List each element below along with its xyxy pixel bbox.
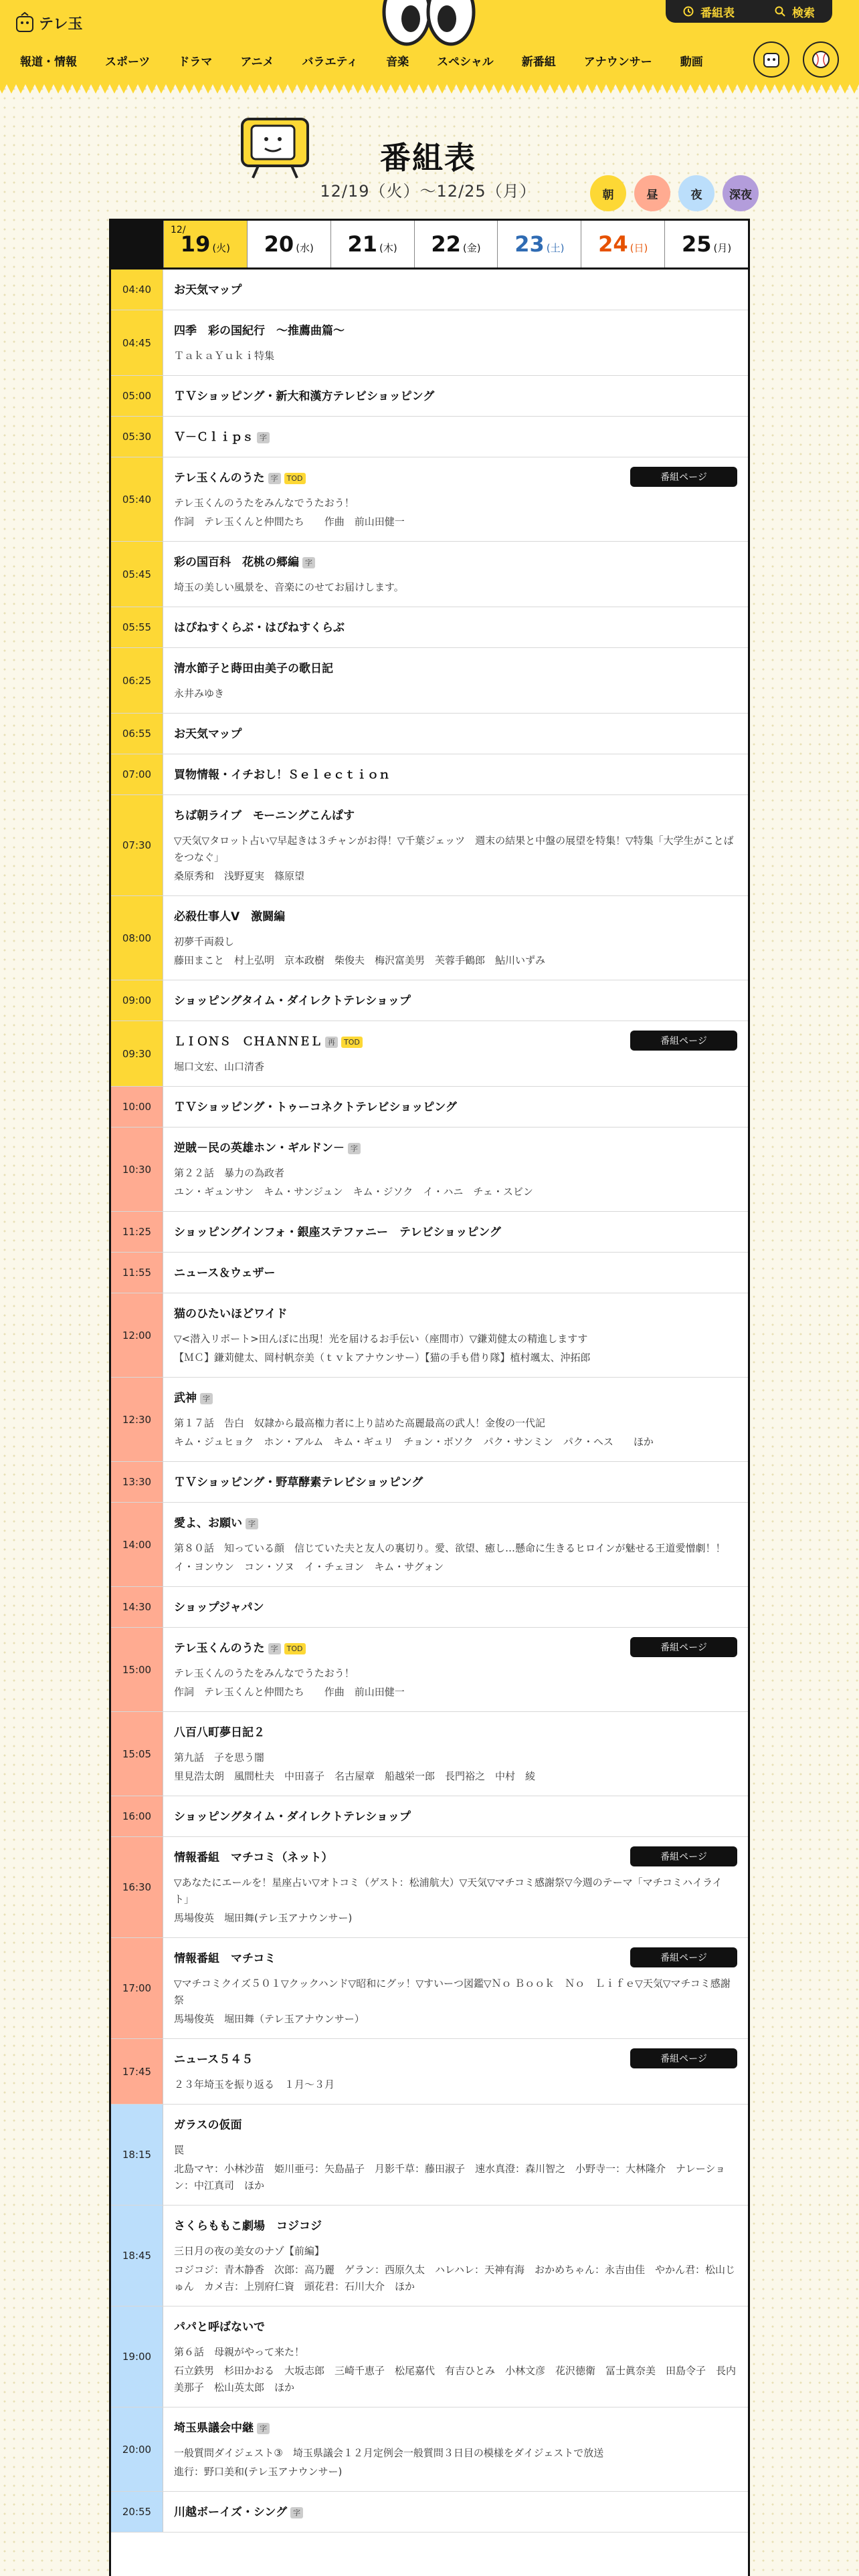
program-row[interactable] [111, 607, 748, 648]
program-badge: 字 [246, 1518, 258, 1529]
program-info [163, 2206, 748, 2306]
day-tab[interactable] [330, 221, 414, 267]
schedule-button[interactable] [683, 3, 735, 20]
day-number: 24 [598, 231, 628, 257]
period-button[interactable]: 深夜 [723, 175, 759, 211]
program-detail: 里見浩太朗 風間杜夫 中田喜子 名古屋章 船越栄一郎 長門裕之 中村 綾 [174, 1770, 536, 1782]
time-cell: 14:30 [111, 1587, 163, 1627]
day-header-corner [111, 221, 163, 267]
program-row[interactable] [111, 1938, 748, 2039]
program-detail: ▽天気▽タロット占い▽早起きは３チャンがお得！▽千葉ジェッツ 週末の結果と中盤の展望を特集！▽特集「大学生がことばをつなぐ」 [174, 835, 734, 863]
search-button[interactable] [775, 3, 815, 20]
clock-icon [683, 6, 694, 17]
nav-item[interactable]: 動画 [680, 56, 703, 69]
day-number: 22 [431, 231, 461, 257]
nav-item[interactable]: アナウンサー [583, 56, 652, 69]
program-row[interactable] [111, 457, 748, 542]
program-title-text: 情報番組 マチコミ [174, 1952, 276, 1965]
program-title-text: 情報番組 マチコミ（ネット） [174, 1851, 333, 1864]
program-title[interactable] [174, 2117, 737, 2134]
program-badge: 字 [290, 2507, 303, 2518]
program-info [163, 1021, 748, 1086]
program-row[interactable] [111, 980, 748, 1021]
program-title-text: 彩の国百科 花桃の郷編 [174, 556, 299, 569]
program-title[interactable] [174, 2420, 737, 2437]
time-cell: 16:00 [111, 1796, 163, 1836]
program-info [163, 1587, 748, 1627]
program-title-text: はぴねすくらぶ・はぴねすくらぶ [174, 621, 345, 635]
program-detail: ▽マチコミクイズ５０１▽クックハンド▽昭和にグッ！▽すいーつ図鑑▽Ｎｏ Ｂｏｏｋ Ｎｏ Ｌｉｆｅ▽天気▽マチコミ感謝祭 [174, 1977, 731, 2006]
program-title-text: 川越ボーイズ・シング [174, 2506, 288, 2519]
program-badge: 字 [302, 557, 315, 568]
program-badge: TOD [284, 473, 306, 484]
header-zigzag [0, 80, 859, 99]
time-cell: 10:30 [111, 1128, 163, 1211]
mascot-eyes-icon [379, 0, 479, 47]
program-detail: 一般質問ダイジェスト③ 埼玉県議会１２月定例会一般質問３日目の模様をダイジェストで放送 [174, 2447, 604, 2459]
nav-item[interactable]: アニメ [240, 56, 274, 69]
program-detail: 藤田まこと 村上弘明 京本政樹 柴俊夫 梅沢富美男 芙蓉手鶴郎 鮎川いずみ [174, 954, 546, 966]
program-info [163, 310, 748, 375]
program-row[interactable] [111, 310, 748, 376]
program-row[interactable] [111, 2105, 748, 2206]
program-title[interactable] [174, 1305, 737, 1323]
program-title[interactable] [174, 1099, 737, 1116]
program-info [163, 1212, 748, 1252]
time-cell: 09:00 [111, 980, 163, 1021]
program-row[interactable] [111, 1503, 748, 1587]
period-buttons [590, 175, 759, 211]
program-title[interactable] [174, 388, 737, 405]
baseball-link-icon[interactable] [803, 41, 839, 78]
program-detail: 桑原秀和 浅野夏実 篠原望 [174, 870, 305, 882]
program-title[interactable] [174, 554, 737, 571]
program-detail: 第２２話 暴力の為政者 [174, 1167, 285, 1179]
program-detail: イ・ヨンウン コン・ソヌ イ・チェヨン キム・サグォン [174, 1561, 444, 1573]
program-row[interactable] [111, 714, 748, 754]
time-cell: 20:55 [111, 2492, 163, 2532]
time-cell: 08:00 [111, 896, 163, 980]
program-row[interactable] [111, 542, 748, 607]
program-row[interactable] [111, 1253, 748, 1293]
program-title[interactable] [174, 1515, 737, 1532]
time-cell: 04:40 [111, 270, 163, 310]
program-info [163, 1796, 748, 1836]
program-detail: 馬場俊英 堀田舞（テレ玉アナウンサー） [174, 2013, 365, 2025]
program-title-text: ニュース５４５ [174, 2053, 254, 2066]
time-cell: 13:30 [111, 1462, 163, 1502]
program-info [163, 980, 748, 1021]
program-badge: 字 [257, 432, 270, 443]
time-cell: 05:00 [111, 376, 163, 416]
program-title-text: 武神 [174, 1392, 197, 1405]
program-page-button[interactable]: 番組ページ [630, 1031, 737, 1051]
program-info [163, 417, 748, 457]
tereta-mascot-icon [15, 11, 35, 34]
program-info [163, 270, 748, 310]
nav-item[interactable]: 報道・情報 [20, 56, 77, 69]
program-title[interactable] [174, 726, 737, 743]
day-tab[interactable] [581, 221, 664, 267]
day-tab[interactable] [497, 221, 581, 267]
program-badge: 字 [257, 2423, 270, 2434]
program-title-text: 八百八町夢日記２ [174, 1726, 265, 1739]
program-info [163, 2105, 748, 2205]
program-title[interactable] [174, 2319, 737, 2336]
program-title-text: ショッピングタイム・ダイレクトテレショップ [174, 1810, 411, 1824]
program-badge: TOD [341, 1037, 363, 1048]
program-title[interactable] [174, 1265, 737, 1282]
program-info [163, 896, 748, 980]
time-cell: 10:00 [111, 1087, 163, 1127]
program-detail: 罠 [174, 2144, 185, 2156]
program-info [163, 542, 748, 607]
program-title-text: ショッピングタイム・ダイレクトテレショップ [174, 994, 411, 1008]
time-cell: 11:25 [111, 1212, 163, 1252]
program-title-text: Ｖ－Ｃｌｉｐｓ [174, 431, 254, 444]
program-row[interactable] [111, 2492, 748, 2533]
program-row[interactable] [111, 1293, 748, 1378]
program-detail: 馬場俊英 堀田舞(テレ玉アナウンサー) [174, 1912, 353, 1924]
program-info [163, 648, 748, 713]
time-cell: 05:45 [111, 542, 163, 607]
time-cell: 15:05 [111, 1712, 163, 1796]
program-detail: 第６話 母親がやって来た！ [174, 2346, 305, 2358]
program-title-text: 埼玉県議会中継 [174, 2422, 254, 2435]
program-title-text: お天気マップ [174, 728, 242, 741]
program-row[interactable] [111, 754, 748, 795]
time-cell: 12:00 [111, 1293, 163, 1377]
time-cell: 12:30 [111, 1378, 163, 1461]
program-info [163, 1628, 748, 1711]
time-cell: 05:55 [111, 607, 163, 647]
time-cell: 17:45 [111, 2039, 163, 2104]
program-detail: キム・ジュヒョク ホン・アルム キム・ギュリ チョン・ボソク パク・サンミン パク・ヘス ほか [174, 1436, 654, 1448]
day-header [111, 221, 748, 270]
period-button[interactable]: 朝 [590, 175, 626, 211]
program-row[interactable] [111, 376, 748, 417]
program-row[interactable] [111, 1128, 748, 1212]
program-title-text: ＬＩＯＮＳ ＣＨＡＮＮＥＬ [174, 1035, 322, 1049]
time-cell: 07:30 [111, 795, 163, 895]
day-weekday: (日) [630, 241, 648, 254]
day-tab[interactable] [163, 221, 247, 267]
time-cell: 11:55 [111, 1253, 163, 1293]
tv-icon [238, 114, 312, 181]
program-row[interactable] [111, 2407, 748, 2492]
program-row[interactable] [111, 2039, 748, 2105]
program-detail: 永井みゆき [174, 687, 225, 700]
program-row[interactable] [111, 896, 748, 980]
program-row[interactable] [111, 417, 748, 457]
day-weekday: (月) [713, 241, 732, 254]
schedule-table [109, 219, 750, 2576]
program-title-text: 四季 彩の国紀行 ～推薦曲篇～ [174, 324, 345, 338]
day-number: 25 [681, 231, 712, 257]
program-detail: ２３年埼玉を振り返る １月～３月 [174, 2078, 335, 2090]
program-title-text: 清水節子と蒔田由美子の歌日記 [174, 662, 333, 675]
program-title[interactable] [174, 1808, 737, 1826]
program-detail: 作詞 テレ玉くんと仲間たち 作曲 前山田健一 [174, 516, 405, 528]
program-title[interactable] [174, 1474, 737, 1491]
nav-item[interactable]: スポーツ [105, 56, 151, 69]
program-row[interactable] [111, 1837, 748, 1938]
program-title[interactable] [174, 1390, 737, 1407]
nav-item[interactable]: スペシャル [437, 56, 494, 69]
day-number: 19 [180, 231, 211, 257]
time-cell: 07:00 [111, 754, 163, 794]
mascot-link-icon[interactable] [753, 41, 789, 78]
program-info [163, 795, 748, 895]
program-title-text: ショップジャパン [174, 1601, 264, 1614]
program-info [163, 714, 748, 754]
program-row[interactable] [111, 270, 748, 310]
program-info [163, 1462, 748, 1502]
day-number: 21 [347, 231, 378, 257]
time-cell: 19:00 [111, 2306, 163, 2407]
program-title[interactable] [174, 2504, 737, 2521]
program-detail: ▽あなたにエールを！星座占い▽オトコミ（ゲスト：松浦航大）▽天気▽マチコミ感謝祭▽今週のテーマ「マチコミハイライト」 [174, 1876, 723, 1905]
program-detail: ＴａｋａＹｕｋｉ特集 [174, 350, 275, 362]
program-detail: コジコジ：青木静香 次郎：高乃麗 ゲラン：西原久太 ハレハレ：天神有海 おかめちゃん：永吉由佳 やかん君：松山じゅん カメ吉：上別府仁資 頭花君：石川大介 ほか [174, 2264, 735, 2292]
time-cell: 09:30 [111, 1021, 163, 1086]
program-row[interactable] [111, 2206, 748, 2306]
program-page-button[interactable]: 番組ページ [630, 467, 737, 487]
program-detail: 第１７話 告白 奴隷から最高権力者に上り詰めた高麗最高の武人！金俊の一代記 [174, 1417, 546, 1429]
program-title[interactable] [174, 992, 737, 1010]
program-row[interactable] [111, 1212, 748, 1253]
program-title-text: 猫のひたいほどワイド [174, 1307, 288, 1321]
program-detail: 北島マヤ：小林沙苗 姫川亜弓：矢島晶子 月影千草：藤田淑子 速水真澄：森川智之 小野寺一：大林隆介 ナレーション：中江真司 ほか [174, 2163, 726, 2191]
day-weekday: (金) [462, 241, 481, 254]
program-title-text: ニュース＆ウェザー [174, 1267, 276, 1280]
nav-item[interactable]: ドラマ [178, 56, 213, 69]
program-info [163, 1837, 748, 1937]
program-row[interactable] [111, 1712, 748, 1796]
program-title-text: 買物情報・イチおし！Ｓｅｌｅｃｔｉｏｎ [174, 768, 390, 782]
program-detail: 進行：野口美和(テレ玉アナウンサー) [174, 2466, 343, 2478]
program-detail: 石立鉄男 杉田かおる 大坂志郎 三崎千恵子 松尾嘉代 有吉ひとみ 小林文彦 花沢徳衛 冨士眞奈美 田島令子 長内美那子 松山英太郎 ほか [174, 2365, 737, 2393]
program-info [163, 1293, 748, 1377]
program-page-button[interactable]: 番組ページ [630, 2048, 737, 2068]
day-number: 20 [264, 231, 294, 257]
program-row[interactable] [111, 1628, 748, 1712]
program-info [163, 2407, 748, 2491]
program-title-text: ＴＶショッピング・野草酵素テレビショッピング [174, 1476, 423, 1489]
program-title[interactable] [174, 660, 737, 677]
program-row[interactable] [111, 1796, 748, 1837]
program-page-button[interactable]: 番組ページ [630, 1947, 737, 1967]
program-info [163, 2039, 748, 2104]
program-title[interactable] [174, 619, 737, 637]
program-page-button[interactable]: 番組ページ [630, 1846, 737, 1866]
program-page-button[interactable]: 番組ページ [630, 1637, 737, 1657]
time-cell: 16:30 [111, 1837, 163, 1937]
program-title[interactable] [174, 1140, 737, 1157]
program-row[interactable] [111, 648, 748, 714]
program-title-text: パパと呼ばないで [174, 2321, 265, 2334]
search-button-label: 検索 [792, 6, 815, 20]
program-badge: 字 [348, 1143, 361, 1154]
program-detail: 三日月の夜の美女のナゾ【前編】 [174, 2245, 324, 2257]
nav-item[interactable]: 新番組 [521, 56, 556, 69]
nav-item[interactable]: 音楽 [386, 56, 409, 69]
program-title[interactable] [174, 429, 737, 446]
program-title-text: さくらももこ劇場 コジコジ [174, 2220, 322, 2233]
nav-item[interactable]: バラエティ [302, 56, 359, 69]
program-badge: 再 [325, 1037, 338, 1048]
day-tab[interactable] [414, 221, 498, 267]
program-row[interactable] [111, 1587, 748, 1628]
program-title[interactable] [174, 2218, 737, 2235]
program-row[interactable] [111, 2306, 748, 2407]
program-title[interactable] [174, 322, 737, 340]
program-title-text: ガラスの仮面 [174, 2119, 242, 2132]
program-info [163, 607, 748, 647]
day-weekday: (水) [296, 241, 314, 254]
program-row[interactable] [111, 795, 748, 896]
program-info [163, 2306, 748, 2407]
day-tab[interactable] [247, 221, 330, 267]
program-title-text: 愛よ、お願い [174, 1517, 242, 1530]
program-title[interactable] [174, 1599, 737, 1616]
top-buttons [666, 0, 832, 23]
nav-icon-group [753, 41, 839, 78]
time-cell: 14:00 [111, 1503, 163, 1586]
program-badge: 字 [268, 1643, 281, 1654]
program-title-text: ＴＶショッピング・新大和漢方テレビショッピング [174, 390, 435, 403]
program-title-text: 必殺仕事人Ⅴ 激闘編 [174, 910, 286, 924]
program-detail: ユン・ギュンサン キム・サンジュン キム・ジソク イ・ハニ チェ・スビン [174, 1186, 533, 1198]
program-detail: 第九話 子を思う闇 [174, 1751, 265, 1763]
day-weekday: (木) [379, 241, 397, 254]
program-detail: 初夢千両殺し [174, 936, 235, 948]
site-logo[interactable] [15, 9, 83, 36]
program-list [111, 270, 748, 2533]
time-cell: 06:25 [111, 648, 163, 713]
day-month: 12/ [171, 225, 186, 235]
program-detail: ▽<潜入リポート>田んぼに出現！光を届けるお手伝い（座間市）▽鎌苅健太の精進しますす [174, 1333, 588, 1345]
program-info [163, 1503, 748, 1586]
program-title[interactable] [174, 766, 737, 784]
header-bar [0, 0, 859, 80]
program-detail: 埼玉の美しい風景を、音楽にのせてお届けします。 [174, 581, 404, 593]
day-weekday: (火) [212, 241, 231, 254]
program-info [163, 754, 748, 794]
period-button[interactable]: 昼 [634, 175, 670, 211]
program-info [163, 1253, 748, 1293]
program-detail: テレ玉くんのうたをみんなでうたおう！ [174, 1667, 355, 1679]
program-info [163, 1938, 748, 2038]
program-title-text: 逆賊－民の英雄ホン・ギルドン－ [174, 1142, 345, 1155]
program-title-text: ショッピングインフォ・銀座ステファニー テレビショッピング [174, 1226, 501, 1239]
time-cell: 17:00 [111, 1938, 163, 2038]
program-detail: 第８０話 知っている顔 信じていた夫と友人の裏切り。愛、欲望、癒し…懸命に生きるヒロインが魅せる王道愛憎劇！！ [174, 1542, 726, 1554]
tereta-character-icon [760, 48, 783, 71]
program-detail: 堀口文宏、山口清香 [174, 1061, 265, 1073]
program-title[interactable] [174, 282, 737, 299]
program-info [163, 457, 748, 541]
time-cell: 18:15 [111, 2105, 163, 2205]
day-tab[interactable] [664, 221, 748, 267]
program-title[interactable] [174, 807, 737, 825]
program-title[interactable] [174, 1224, 737, 1241]
day-weekday: (土) [546, 241, 565, 254]
site-logo-text: テレ玉 [39, 15, 83, 33]
search-icon [775, 6, 785, 17]
program-detail: 作詞 テレ玉くんと仲間たち 作曲 前山田健一 [174, 1686, 405, 1698]
program-detail: 【ＭＣ】鎌苅健太、岡村帆奈美（ｔｖｋアナウンサー）【猫の手も借り隊】植村颯太、沖拓郎 [174, 1352, 591, 1364]
time-cell: 20:00 [111, 2407, 163, 2491]
baseball-icon [809, 48, 832, 71]
program-badge: 字 [200, 1393, 213, 1404]
program-row[interactable] [111, 1087, 748, 1128]
program-info [163, 376, 748, 416]
program-info [163, 1712, 748, 1796]
program-title-text: テレ玉くんのうた [174, 1642, 265, 1655]
time-cell: 04:45 [111, 310, 163, 375]
program-title-text: お天気マップ [174, 284, 242, 297]
program-badge: TOD [284, 1643, 306, 1654]
day-number: 23 [514, 231, 545, 257]
page-title: 番組表 [380, 140, 476, 176]
program-title-text: テレ玉くんのうた [174, 471, 265, 485]
time-cell: 18:45 [111, 2206, 163, 2306]
program-badge: 字 [268, 473, 281, 484]
program-info [163, 1378, 748, 1461]
time-cell: 15:00 [111, 1628, 163, 1711]
program-row[interactable] [111, 1378, 748, 1462]
program-info [163, 1128, 748, 1211]
program-detail: テレ玉くんのうたをみんなでうたおう！ [174, 497, 355, 509]
program-info [163, 2492, 748, 2532]
period-button[interactable]: 夜 [678, 175, 714, 211]
program-title[interactable] [174, 1724, 737, 1741]
schedule-button-label: 番組表 [700, 6, 735, 20]
main-nav [20, 52, 717, 69]
program-info [163, 1087, 748, 1127]
date-range: 12/19（火）～12/25（月） [320, 182, 537, 201]
time-cell: 05:40 [111, 457, 163, 541]
program-title-text: ＴＶショッピング・トゥーコネクトテレビショッピング [174, 1101, 457, 1114]
program-title-text: ちば朝ライブ モーニングこんぱす [174, 809, 355, 823]
time-cell: 05:30 [111, 417, 163, 457]
program-title[interactable] [174, 908, 737, 926]
program-row[interactable] [111, 1462, 748, 1503]
program-row[interactable] [111, 1021, 748, 1087]
time-cell: 06:55 [111, 714, 163, 754]
